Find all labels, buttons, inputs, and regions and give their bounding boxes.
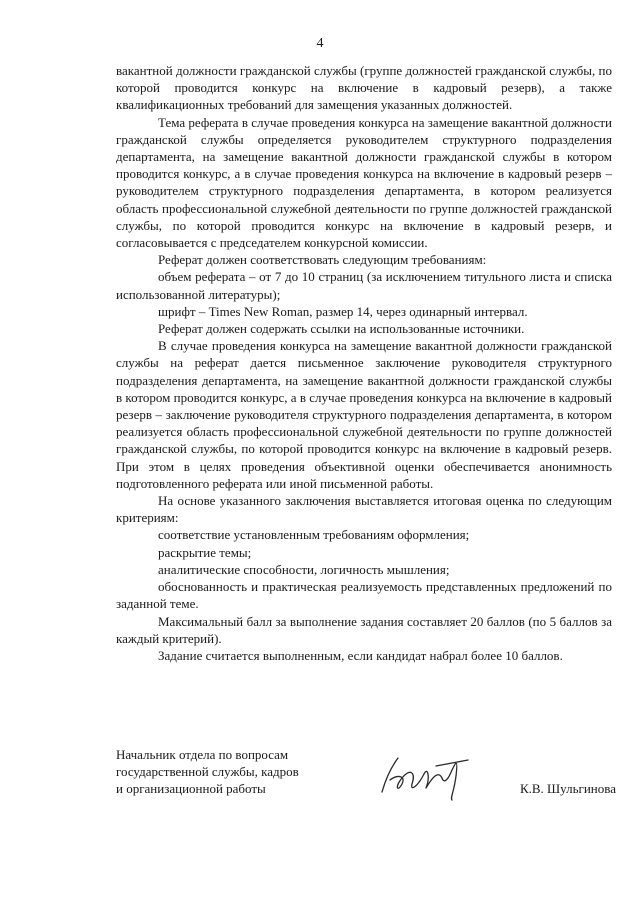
document-body [116,62,612,664]
paragraph: вакантной должности гражданской службы (группе должностей гражданской службы, по которой проводится конкурс на включение в кадровый резерв), а также квалификационных требований для замещения указанных должностей. [116,63,612,113]
signatory-name: К.В. Шульгинова [519,781,616,796]
paragraph: Тема реферата в случае проведения конкурса на замещение вакантной должности гражданской службы определяется руководителем структурного подразделения департамента, на замещение вакантной должности гражданской службы в котором проводится конкурс, а в случае проведения конкурса на включение в кадровый резерв – руководителем структурного подразделения департамента, в котором реализуется область профессиональной служебной деятельности по группе должностей гражданской службы, по которой проводится конкурс на включение в кадровый резерв, и согласовывается с председателем конкурсной комиссии. [116,114,612,251]
signatory-title [116,746,356,798]
paragraph: шрифт – Times New Roman, размер 14, через одинарный интервал. [158,303,528,319]
paragraph: На основе указанного заключения выставляется итоговая оценка по следующим критериям: [116,493,612,526]
signatory-title-line: государственной службы, кадров [116,764,299,780]
paragraph: В случае проведения конкурса на замещение вакантной должности гражданской службы на реферат дается письменное заключение руководителя структурного подразделения департамента, на замещение вакантной должности гражданской службы в котором проводится конкурс, а в случае проведения конкурса на включение в кадровый резерв – заключение руководителя структурного подразделения департамента, в котором реализуется область профессиональной служебной деятельности по группе должностей гражданской службы, по которой проводится конкурс на включение в кадровый резерв. При этом в целях проведения объективной оценки обеспечивается анонимность подготовленного реферата или иной письменной работы. [116,338,612,491]
paragraph: Реферат должен соответствовать следующим требованиям: [158,252,487,268]
paragraph: объем реферата – от 7 до 10 страниц (за исключением титульного листа и списка использованной литературы); [116,269,612,302]
signatory-title-line: и организационной работы [116,781,266,797]
criteria-item: обоснованность и практическая реализуемость представленных предложений по заданной теме. [116,579,612,612]
signatory-title-line: Начальник отдела по вопросам [116,747,289,762]
paragraph: Задание считается выполненным, если кандидат набрал более 10 баллов. [158,647,563,663]
criteria-item: аналитические способности, логичность мышления; [158,561,450,577]
signature-block [116,746,616,806]
paragraph: Реферат должен содержать ссылки на использованные источники. [158,321,525,337]
paragraph: Максимальный балл за выполнение задания составляет 20 баллов (по 5 баллов за каждый критерий). [116,613,612,646]
criteria-item: раскрытие темы; [158,544,252,560]
handwritten-signature [372,748,492,804]
page-number: 4 [316,36,324,51]
criteria-item: соответствие установленным требованиям оформления; [158,527,470,543]
